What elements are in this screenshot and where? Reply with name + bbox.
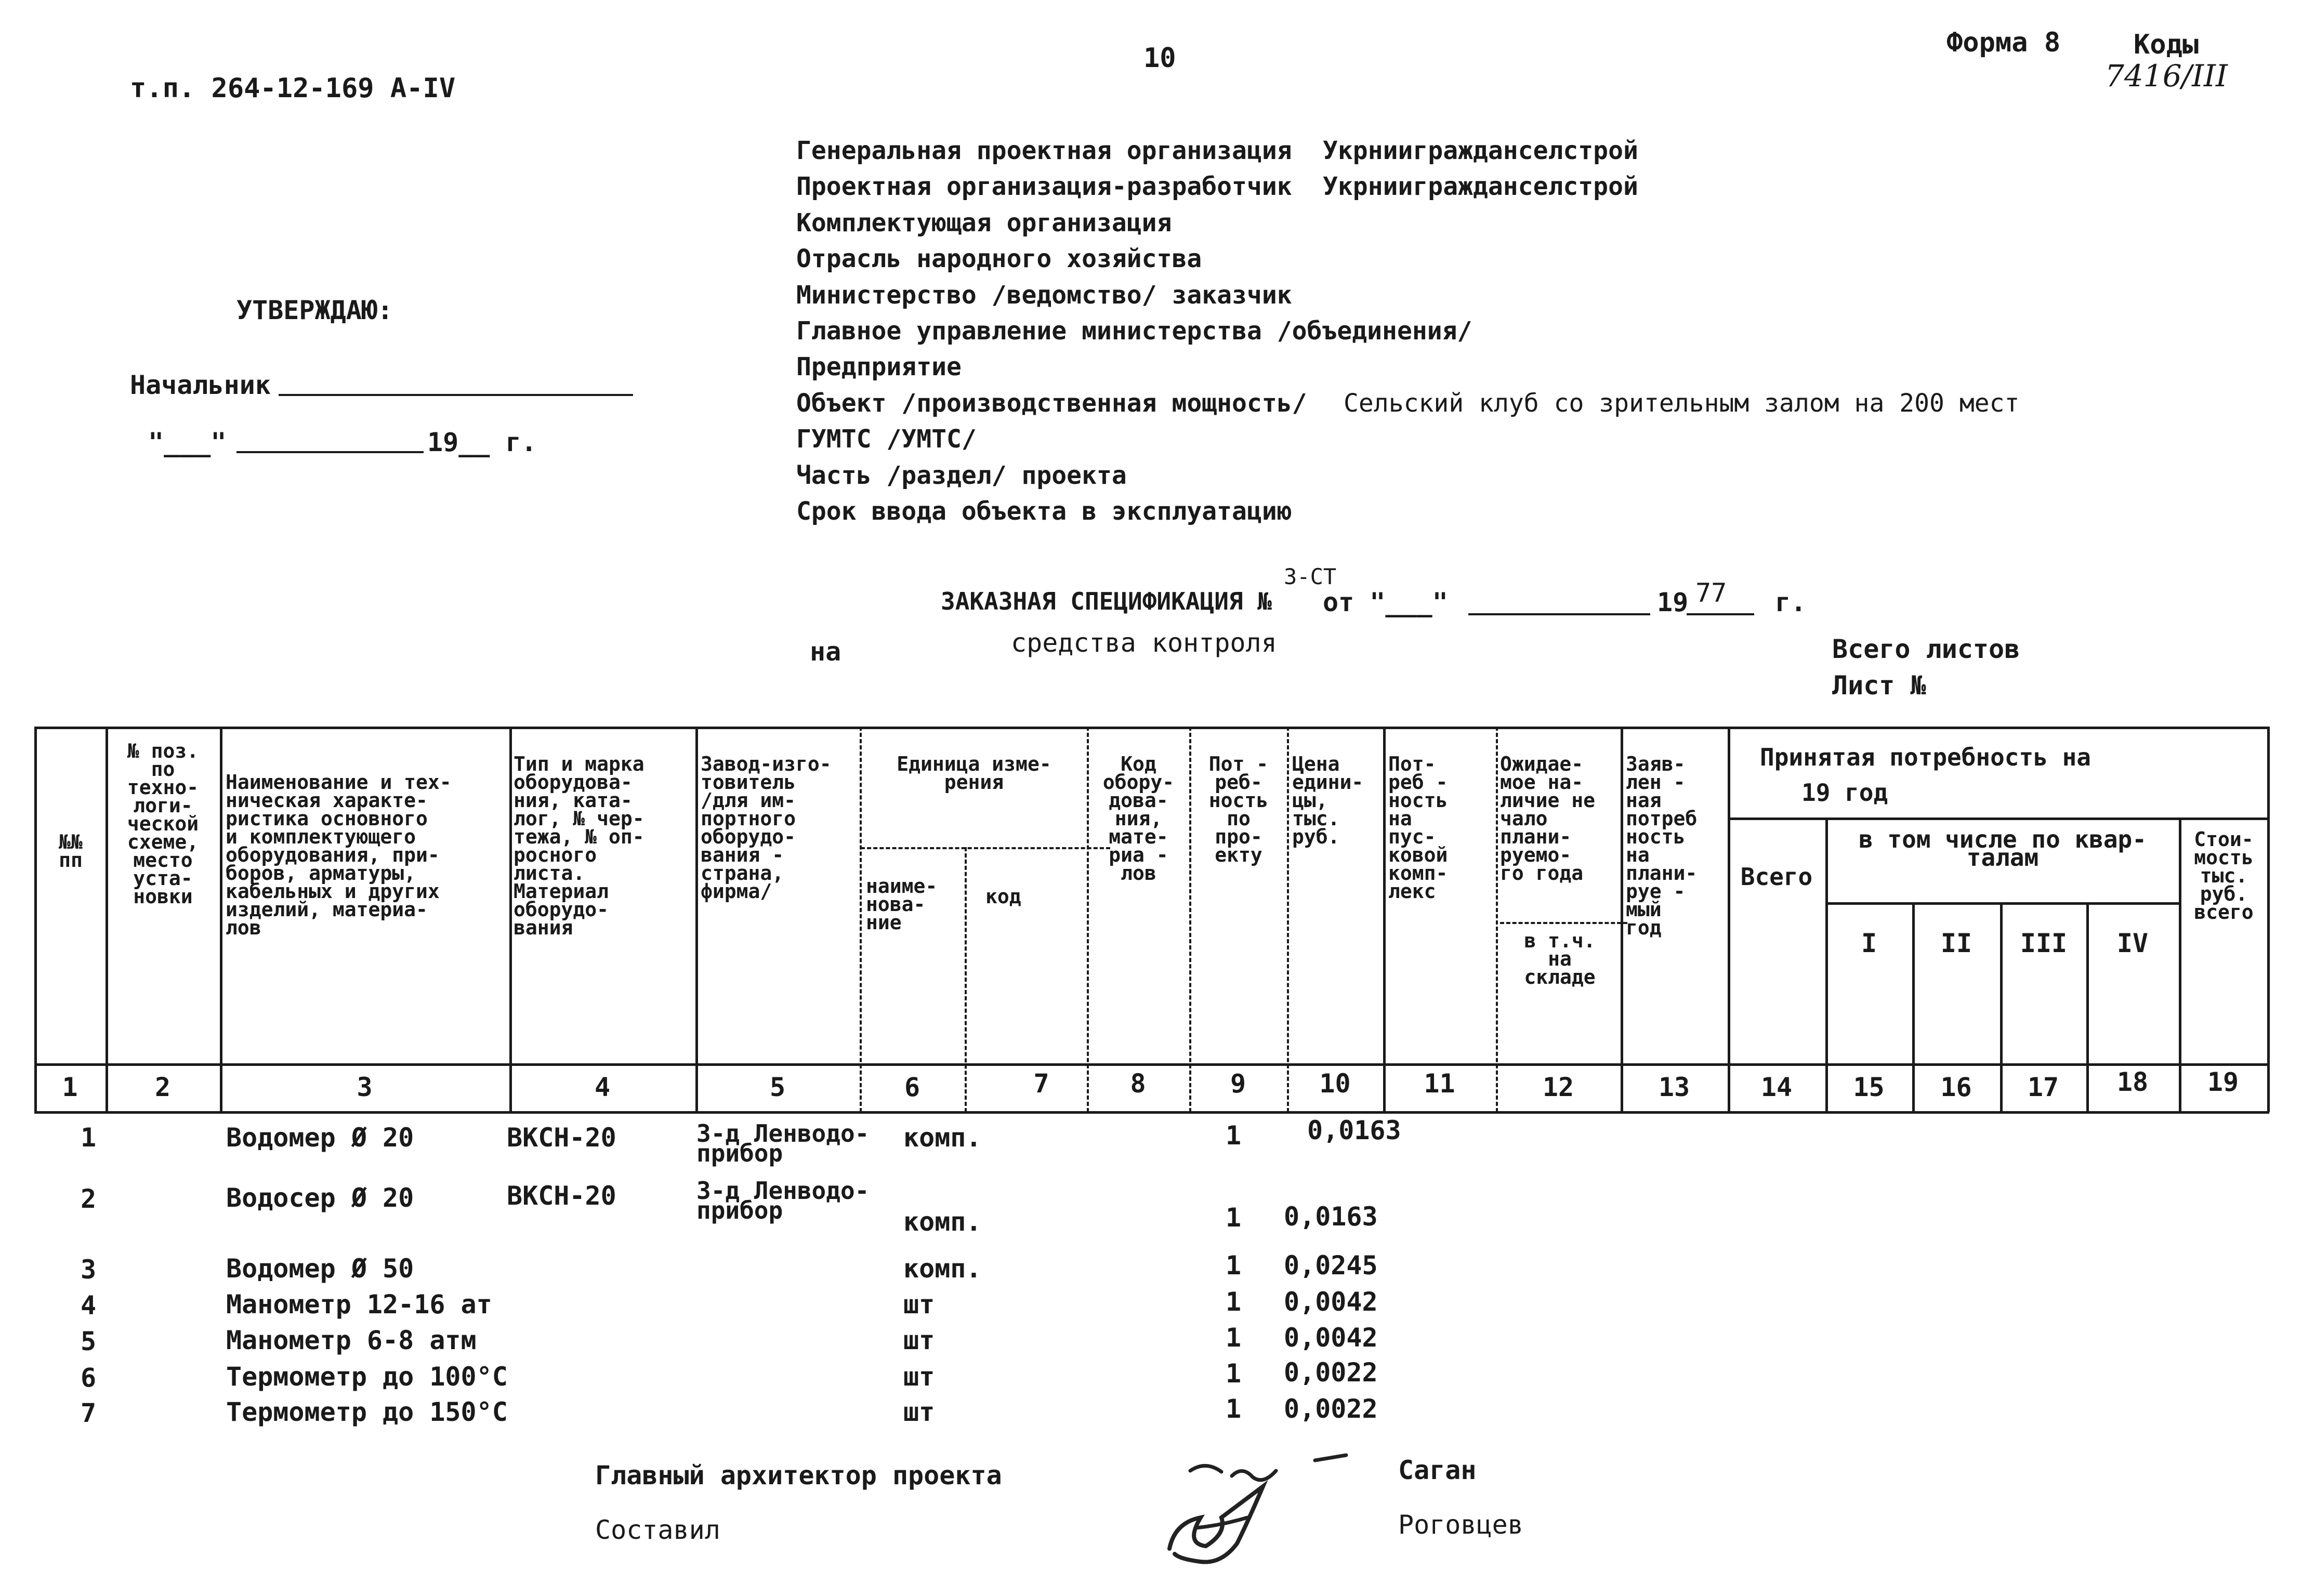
- col-border-dashed: [1287, 727, 1289, 1112]
- org-row-value: Укрниигражданселстрой: [1323, 172, 1638, 201]
- row-unit: комп.: [903, 1207, 982, 1237]
- approval-name-line: [279, 394, 633, 396]
- col-border-dashed: [1496, 727, 1498, 1112]
- row-unit: шт: [903, 1397, 935, 1427]
- org-row-label: Отрасль народного хозяйства: [796, 244, 1202, 273]
- org-row-label: Генеральная проектная организация: [796, 136, 1292, 165]
- header-launch-demand: Пот- реб - ность на пус- ковой комп- лекс: [1388, 753, 1448, 903]
- row-name: Термометр до 100°С: [226, 1362, 508, 1392]
- row-name: Манометр 6-8 атм: [226, 1325, 477, 1355]
- col-border: [106, 727, 108, 1112]
- org-row-label: Предприятие: [796, 352, 962, 381]
- header-type: Тип и марка оборудова- ния, ката- лог, № чер- тежа, № оп- росного листа. Материал оборудо- вания: [514, 753, 644, 939]
- row-type: ВКСН-20: [507, 1181, 616, 1211]
- column-number: 10: [1319, 1069, 1351, 1099]
- approval-date-line: [236, 451, 424, 453]
- table-top-border: [34, 727, 2269, 729]
- column-number: 15: [1853, 1072, 1885, 1102]
- row-price: 0,0163: [1307, 1115, 1401, 1145]
- spec-year-prefix: 19: [1657, 587, 1689, 617]
- row-unit: комп.: [903, 1254, 982, 1284]
- column-number: 12: [1542, 1072, 1574, 1102]
- row-unit: шт: [903, 1325, 935, 1355]
- header-cost: Стои- мость тыс. руб. всего: [2194, 828, 2254, 924]
- header-unit-name: наиме- нова- ние: [866, 875, 938, 934]
- col-border: [695, 727, 698, 1112]
- form-label: Форма 8: [1946, 27, 2061, 58]
- row-name: Водомер Ø 20: [226, 1123, 414, 1153]
- spec-year-suffix: г.: [1775, 587, 1807, 617]
- object-value: Сельский клуб со зрительным залом на 200 мест: [1344, 389, 2020, 418]
- header-row-number: №№ пп: [59, 830, 83, 872]
- row-qty: 1: [1226, 1120, 1242, 1151]
- header-position: № поз. по техно- логи- ческой схеме, место уста- новки: [127, 740, 199, 908]
- header-name: Наименование и тех- ническая характе- ристика основного и комплектующего оборудования, при- боров, арматуры, кабельных и других изделий, материа- лов: [226, 771, 452, 939]
- col-border: [2267, 727, 2270, 1112]
- row-price: 0,0022: [1284, 1394, 1378, 1424]
- spec-year-line: [1687, 613, 1754, 615]
- row-number: 4: [81, 1290, 97, 1321]
- table-numbers-bottom-border: [34, 1111, 2269, 1114]
- col-border-dashed: [965, 847, 967, 1112]
- row-qty: 1: [1226, 1358, 1242, 1389]
- column-number: 8: [1130, 1069, 1146, 1099]
- row-manufacturer: З-д Ленводо- прибор: [696, 1177, 870, 1224]
- col-border-dashed: [860, 727, 862, 1112]
- org-row-label: Комплектующая организация: [796, 208, 1172, 238]
- header-accepted-year: 19 год: [1801, 779, 1888, 807]
- row-qty: 1: [1226, 1323, 1242, 1353]
- header-declared-demand: Заяв- лен - ная потреб ность на плани- руе - мый год: [1626, 753, 1698, 939]
- row-price: 0,0245: [1284, 1250, 1378, 1281]
- row-number: 5: [81, 1326, 97, 1356]
- column-number: 13: [1658, 1072, 1690, 1102]
- page-number: 10: [1143, 43, 1176, 74]
- row-price: 0,0042: [1284, 1323, 1378, 1353]
- signature-image: [1143, 1440, 1351, 1575]
- header-equipment-code: Код обору- дова- ния, мате- риа - лов: [1102, 753, 1175, 885]
- approval-date-year: 19__ г.: [427, 427, 537, 457]
- sheet-number: Лист №: [1832, 670, 1926, 701]
- row-unit: шт: [903, 1362, 935, 1392]
- column-number: 5: [769, 1072, 786, 1102]
- spec-title: ЗАКАЗНАЯ СПЕЦИФИКАЦИЯ №: [941, 587, 1272, 615]
- column-number: 16: [1940, 1072, 1972, 1102]
- accepted-group-divider: [1729, 817, 2269, 820]
- spec-date-from: от "___": [1323, 587, 1448, 617]
- header-manufacturer: Завод-изго- товитель /для им- портного оборудо- вания - страна, фирма/: [701, 753, 832, 903]
- col-border: [1825, 817, 1828, 1112]
- spec-year: 77: [1695, 578, 1727, 608]
- compiled-by-label: Составил: [595, 1515, 720, 1545]
- org-row-label: ГУМТС /УМТС/: [796, 425, 977, 454]
- row-price: 0,0042: [1284, 1287, 1378, 1317]
- chief-architect-name: Саган: [1398, 1455, 1477, 1485]
- column-number: 2: [154, 1072, 171, 1102]
- org-row-value: Укрниигражданселстрой: [1323, 136, 1638, 165]
- column-number: 17: [2027, 1072, 2059, 1102]
- row-name: Водосер Ø 20: [226, 1183, 414, 1213]
- org-row-label: Проектная организация-разработчик: [796, 172, 1292, 201]
- approval-title: УТВЕРЖДАЮ:: [236, 295, 393, 325]
- header-quarter-3: III: [2020, 928, 2068, 958]
- row-number: 7: [81, 1398, 97, 1428]
- document-code: т.п. 264-12-169 А-IV: [130, 73, 456, 104]
- org-row-label: Срок ввода объекта в эксплуатацию: [796, 497, 1292, 526]
- col-border: [34, 727, 37, 1112]
- col-border: [1728, 727, 1730, 1112]
- row-qty: 1: [1226, 1287, 1242, 1317]
- spec-on-label: на: [810, 637, 841, 667]
- specification-table: [34, 727, 2269, 1112]
- header-quarter-2: II: [1940, 928, 1972, 958]
- quarters-divider: [1826, 902, 2179, 905]
- header-total: Всего: [1740, 863, 1813, 891]
- org-row-label: Министерство /ведомство/ заказчик: [796, 281, 1292, 310]
- table-header-bottom-border: [34, 1063, 2269, 1066]
- org-row-label: Объект /производственная мощность/: [796, 389, 1307, 418]
- header-unit: Единица изме- рения: [897, 753, 1051, 794]
- row-unit: комп.: [903, 1123, 982, 1153]
- spec-number: 3-СТ: [1284, 564, 1337, 589]
- org-row-label: Часть /раздел/ проекта: [796, 461, 1127, 490]
- row-number: 2: [81, 1184, 97, 1214]
- units-divider: [861, 847, 1110, 849]
- col-border: [1383, 727, 1386, 1112]
- row-unit: шт: [903, 1289, 935, 1320]
- org-row-label: Главное управление министерства /объединения/: [796, 316, 1472, 346]
- header-quarter-4: IV: [2116, 928, 2149, 958]
- header-unit-code: код: [985, 885, 1021, 908]
- total-sheets: Всего листов: [1832, 634, 2020, 664]
- compiled-by-name: Роговцев: [1398, 1510, 1523, 1540]
- stock-divider: [1500, 922, 1627, 924]
- column-number: 3: [357, 1072, 373, 1102]
- column-number: 18: [2116, 1067, 2149, 1097]
- column-number: 1: [62, 1072, 78, 1102]
- row-number: 1: [81, 1123, 97, 1153]
- header-in-stock: в т.ч. на складе: [1524, 929, 1596, 988]
- column-number: 7: [1033, 1069, 1049, 1099]
- header-quarters: в том числе по квар- талам: [1859, 825, 2147, 872]
- row-name: Манометр 12-16 ат: [226, 1289, 492, 1320]
- col-border: [1621, 727, 1623, 1112]
- row-number: 6: [81, 1363, 97, 1393]
- col-border: [220, 727, 222, 1112]
- col-border-dashed: [1087, 727, 1089, 1112]
- row-manufacturer: З-д Ленводо- прибор: [696, 1119, 870, 1167]
- col-border-dashed: [1189, 727, 1191, 1112]
- codes-label: Коды: [2134, 29, 2199, 60]
- row-number: 3: [81, 1255, 97, 1285]
- approval-position: Начальник: [130, 370, 271, 400]
- spec-date-line: [1468, 613, 1650, 615]
- row-price: 0,0022: [1284, 1357, 1378, 1388]
- spec-subject: средства контроля: [1011, 628, 1277, 658]
- row-qty: 1: [1226, 1203, 1242, 1233]
- row-qty: 1: [1226, 1394, 1242, 1424]
- column-number: 19: [2207, 1067, 2239, 1097]
- header-expected-stock: Ожидае- мое на- личие не чало плани- руемо- го года: [1500, 753, 1596, 885]
- row-qty: 1: [1226, 1250, 1242, 1281]
- row-price: 0,0163: [1284, 1202, 1378, 1232]
- approval-date-quote: "___": [148, 427, 227, 457]
- header-accepted-demand: Принятая потребность на: [1760, 743, 2091, 771]
- column-number: 14: [1760, 1072, 1793, 1102]
- header-demand: Пот - реб- ность по про- екту: [1208, 753, 1269, 866]
- row-name: Водомер Ø 50: [226, 1254, 414, 1284]
- col-border: [509, 727, 512, 1112]
- chief-architect-label: Главный архитектор проекта: [595, 1460, 1002, 1491]
- header-price: Цена едини- цы, тыс. руб.: [1292, 753, 1364, 848]
- row-name: Термометр до 150°С: [226, 1397, 508, 1427]
- codes-value: 7416/III: [2105, 58, 2228, 94]
- column-number: 4: [594, 1072, 611, 1102]
- column-number: 9: [1230, 1069, 1246, 1099]
- column-number: 6: [904, 1072, 920, 1102]
- header-quarter-1: I: [1861, 928, 1877, 958]
- column-number: 11: [1424, 1069, 1455, 1099]
- row-type: ВКСН-20: [507, 1123, 616, 1153]
